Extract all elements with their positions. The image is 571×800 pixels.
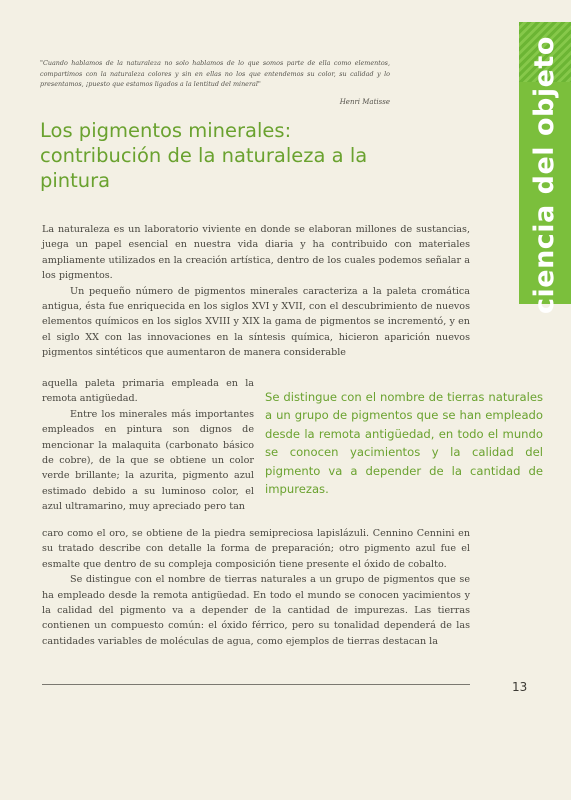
paragraph-2: Un pequeño número de pigmentos minerales caracteriza a la paleta cromática antigua, ésta fue enriquecida en los siglos XVI y XVII, con el descubrimiento de nuevos elementos químicos en los siglos XVIII y XIX la gama de pigmentos se incrementó, y en el siglo XX con las innovaciones en la síntesis química, hicieron aparición nuevos pigmentos sintéticos que aumentaron de manera considerable [42,285,470,359]
section-side-tab [519,22,571,314]
paragraph-4: Se distingue con el nombre de tierras naturales a un grupo de pigmentos que se ha empleado desde la remota antigüedad. En todo el mundo se conocen yacimientos y la calidad del pigmento va a depender de la cantidad de impurezas. Las tierras contienen un compuesto común: el óxido férrico, pero su tonalidad dependerá de las cantidades variables de moléculas de agua, como ejemplos de tierras destacan la [42,574,470,647]
paragraph-3-continued: caro como el oro, se obtiene de la piedra semipreciosa lapislázuli. Cennino Cennini en su tratado describe con detalle la forma de preparación; otro pigmento azul fue el esmalte que dentro de su compleja composición tiene presente el óxido de cobalto. [42,528,470,570]
body-narrow-column [42,376,254,515]
pull-quote: Se distingue con el nombre de tierras naturales a un grupo de pigmentos que se han empleado desde la remota antigüedad, en todo el mundo se conocen yacimientos y la calidad del pigmento va a depender de la cantidad de impurezas. [265,390,543,497]
article-title: Los pigmentos minerales: contribución de la naturaleza a la pintura [40,119,368,192]
page-number: 13 [512,680,528,694]
body-upper [42,222,470,361]
epigraph-author: Henri Matisse [339,98,390,106]
paragraph-2-continued: aquella paleta primaria empleada en la remota antigüedad. [42,378,254,405]
section-label: ciencia del objeto [529,36,560,314]
paragraph-1: La naturaleza es un laboratorio viviente en donde se elaboran millones de sustancias, juega un papel esencial en nuestra vida diaria y ha contribuido con materiales ampliamente utilizados en la creación artística, dentro de los cuales podemos señalar a los pigmentos. [42,224,470,282]
body-lower [42,526,470,649]
epigraph-quote: "Cuando hablamos de la naturaleza no solo hablamos de lo que somos parte de ella como elementos, compartimos con la naturaleza colores y sin en ellas no los que entendemos su color, su calidad y lo presentamos, ¡puesto que estamos ligados a la lentitud del mineral" [40,59,390,88]
footer-rule [42,684,470,685]
paragraph-3: Entre los minerales más importantes empleados en pintura son dignos de mencionar la malaquita (carbonato básico de cobre), de la que se obtiene un color verde brillante; la azurita, pigmento azul estimado debido a su luminoso color, el azul ultramarino, muy apreciado pero tan [42,408,254,513]
